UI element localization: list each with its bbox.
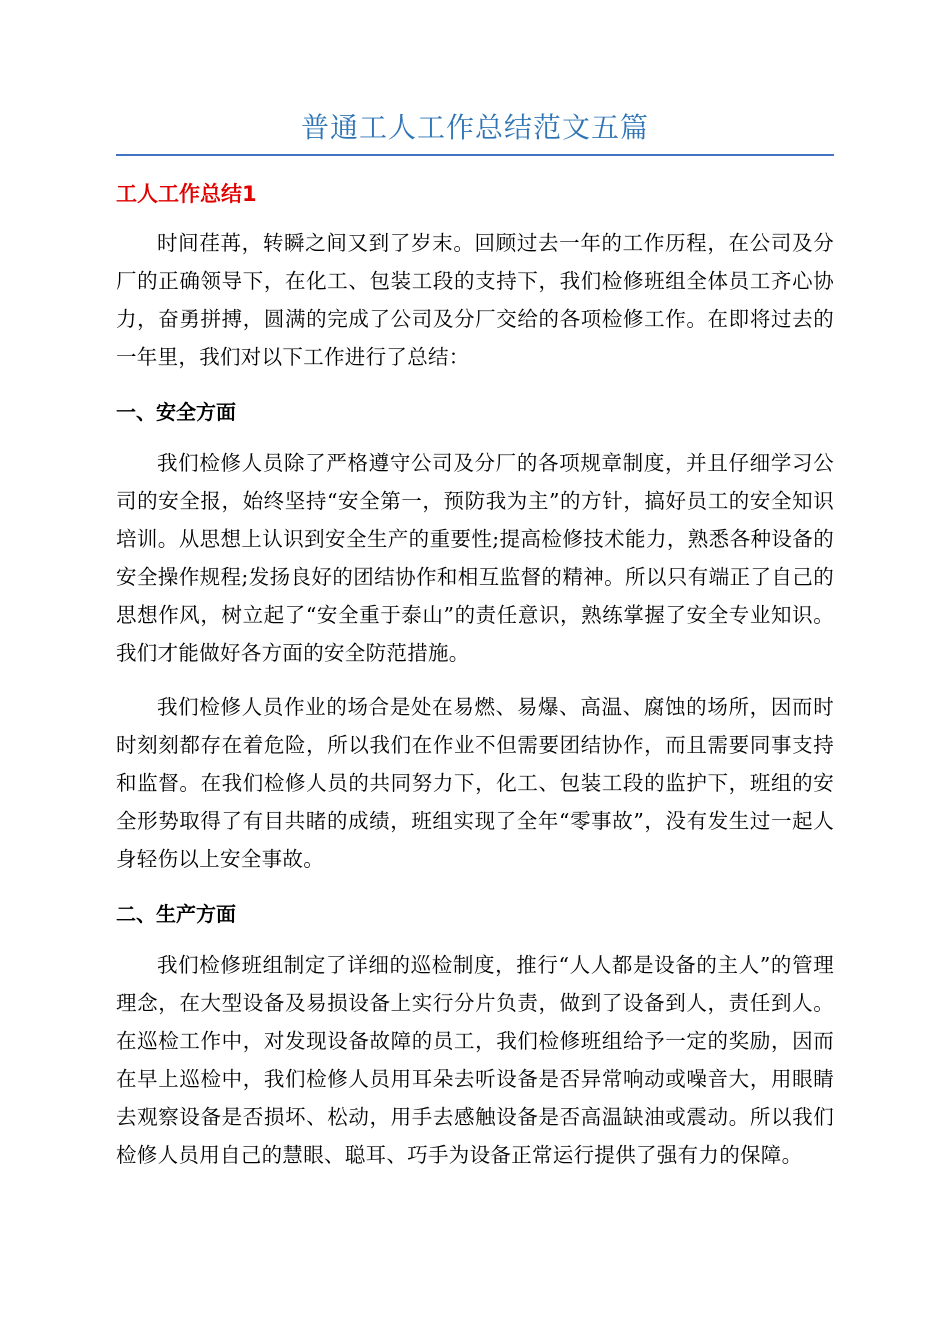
subsection-heading-production: 二、生产方面	[116, 902, 236, 926]
document-title: 普通工人工作总结范文五篇	[300, 111, 649, 144]
production-paragraph-1: 我们检修班组制定了详细的巡检制度，推行“人人都是设备的主人”的管理理念，在大型设备及易损设备上实行分片负责，做到了设备到人，责任到人。在巡检工作中，对发现设备故障的员工，我们检修班组给予一定的奖励，因而在早上巡检中，我们检修人员用耳朵去听设备是否异常响动或噪音大，用眼睛去观察设备是否损坏、松动，用手去感触设备是否高温缺油或震动。所以我们检修人员用自己的慧眼、聪耳、巧手为设备正常运行提供了强有力的保障。	[116, 953, 834, 1167]
document-page	[116, 108, 834, 1174]
intro-paragraph: 时间荏苒，转瞬之间又到了岁末。回顾过去一年的工作历程，在公司及分厂的正确领导下，在化工、包装工段的支持下，我们检修班组全体员工齐心协力，奋勇拼搏，圆满的完成了公司及分厂交给的各项检修工作。在即将过去的一年里，我们对以下工作进行了总结：	[116, 231, 834, 369]
safety-paragraph-1: 我们检修人员除了严格遵守公司及分厂的各项规章制度，并且仔细学习公司的安全报，始终坚持“安全第一，预防我为主”的方针，搞好员工的安全知识培训。从思想上认识到安全生产的重要性;提高检修技术能力，熟悉各种设备的安全操作规程;发扬良好的团结协作和相互监督的精神。所以只有端正了自己的思想作风，树立起了“安全重于泰山”的责任意识，熟练掌握了安全专业知识。我们才能做好各方面的安全防范措施。	[116, 451, 834, 665]
safety-paragraph-2: 我们检修人员作业的场合是处在易燃、易爆、高温、腐蚀的场所，因而时时刻刻都存在着危险，所以我们在作业不但需要团结协作，而且需要同事支持和监督。在我们检修人员的共同努力下，化工、包装工段的监护下，班组的安全形势取得了有目共睹的成绩，班组实现了全年“零事故”，没有发生过一起人身轻伤以上安全事故。	[116, 695, 834, 871]
title-underline	[116, 154, 834, 156]
section-heading: 工人工作总结1	[116, 182, 257, 206]
subsection-heading-safety: 一、安全方面	[116, 400, 236, 424]
